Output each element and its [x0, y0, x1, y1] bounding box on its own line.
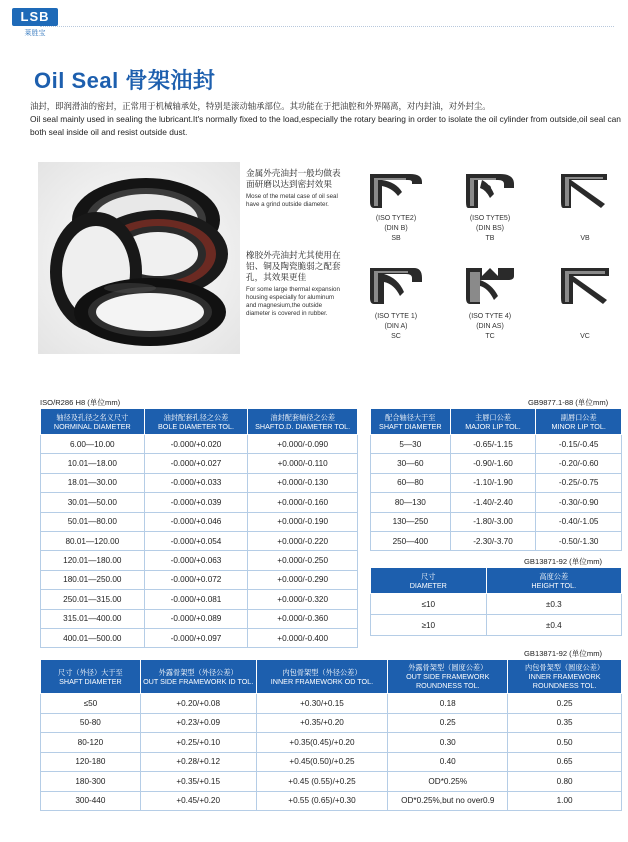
table-cell: +0.000/-0.320 — [248, 590, 358, 609]
gb9877-lip-table — [370, 408, 622, 551]
table1-caption: ISO/R286 H8 (单位mm) — [40, 398, 121, 407]
table-row — [41, 628, 358, 647]
table-cell: 180-300 — [41, 772, 141, 792]
sc-profile-icon — [366, 262, 426, 310]
table-cell: -0.000/+0.081 — [144, 590, 248, 609]
type-vc-din — [548, 322, 622, 332]
type-vb-iso — [548, 214, 622, 224]
t4-header-1: 外露骨架型（外径公差） OUT SIDE FRAMEWORK ID TOL. — [140, 660, 256, 694]
table-cell: +0.000/-0.220 — [248, 531, 358, 550]
type-sc-din: (DIN A) — [384, 323, 408, 330]
logo-mark: LSB — [12, 8, 58, 26]
table-cell: 0.50 — [508, 733, 622, 753]
table2-caption: GB9877.1-88 (单位mm) — [528, 398, 609, 407]
table-cell: 0.18 — [388, 694, 508, 714]
table-row — [41, 473, 358, 492]
table-cell: 315.01—400.00 — [41, 609, 145, 628]
table-row — [371, 594, 622, 615]
table-cell: 0.65 — [508, 752, 622, 772]
table-row — [41, 772, 622, 792]
t3-header-0: 尺寸 DIAMETER — [371, 568, 487, 594]
table-cell: +0.45/+0.20 — [140, 791, 256, 811]
t3-header-1: 高度公差 HEIGHT TOL. — [486, 568, 621, 594]
table-cell: -1.80/-3.00 — [450, 512, 536, 531]
t1-header-2: 油封配套轴径之公差 SHAFTO.D. DIAMETER TOL. — [248, 409, 358, 435]
table-row — [371, 512, 622, 531]
intro-chinese: 油封，即润滑油的密封，正常用于机械轴承处，特别是滚动轴承部位。其功能在于把油腔和外界隔离，对内封油，对外封尘。 — [30, 101, 491, 111]
table-cell: 80-120 — [41, 733, 141, 753]
table-row — [371, 493, 622, 512]
type-vb-code: VB — [580, 235, 590, 242]
type-sb-din: (DIN B) — [384, 225, 408, 232]
table-cell: +0.30/+0.15 — [256, 694, 388, 714]
table-row — [41, 791, 622, 811]
table-row — [41, 454, 358, 473]
table-cell: +0.35(0.45)/+0.20 — [256, 733, 388, 753]
table-row — [371, 615, 622, 636]
t2-header-2: 副唇口公差 MINOR LIP TOL. — [536, 409, 622, 435]
table-cell: 10.01—18.00 — [41, 454, 145, 473]
table-cell: +0.45(0.50)/+0.25 — [256, 752, 388, 772]
table-cell: -2.30/-3.70 — [450, 531, 536, 550]
type-tb-din: (DIN BS) — [476, 225, 504, 232]
table-cell: -1.10/-1.90 — [450, 473, 536, 492]
table-cell: 300-440 — [41, 791, 141, 811]
table-row — [41, 713, 622, 733]
t4-header-3: 外露骨架型（圆度公差） OUT SIDE FRAMEWORK ROUNDNESS TOL. — [388, 660, 508, 694]
table-cell: +0.000/-0.290 — [248, 570, 358, 589]
table-cell: 60—80 — [371, 473, 451, 492]
table-row — [371, 473, 622, 492]
table-cell: +0.000/-0.250 — [248, 551, 358, 570]
gb13871-height-table — [370, 567, 622, 636]
table-cell: 6.00—10.00 — [41, 435, 145, 454]
table-row — [41, 590, 358, 609]
table-cell: 180.01—250.00 — [41, 570, 145, 589]
table-cell: OD*0.25% — [388, 772, 508, 792]
table-row — [41, 493, 358, 512]
type-tb-code: TB — [485, 235, 495, 242]
table-cell: +0.28/+0.12 — [140, 752, 256, 772]
table-cell: 80—130 — [371, 493, 451, 512]
table-cell: +0.000/-0.110 — [248, 454, 358, 473]
type-tb-iso: (ISO TYTE5) — [469, 215, 511, 222]
table-row — [371, 454, 622, 473]
type-sb-code: SB — [391, 235, 401, 242]
table-cell: ±0.3 — [486, 594, 621, 615]
table-cell: 0.35 — [508, 713, 622, 733]
type-sb — [356, 168, 436, 244]
table-row — [41, 512, 358, 531]
vb-profile-icon — [555, 168, 615, 212]
table-cell: 30.01—50.00 — [41, 493, 145, 512]
table-cell: 0.30 — [388, 733, 508, 753]
tb-profile-icon — [460, 168, 520, 212]
table-cell: -0.25/-0.75 — [536, 473, 622, 492]
table-cell: 1.00 — [508, 791, 622, 811]
table-cell: -0.65/-1.15 — [450, 435, 536, 454]
table-cell: 130—250 — [371, 512, 451, 531]
iso-tolerance-table — [40, 408, 358, 648]
metal-case-description — [246, 168, 342, 209]
sb-profile-icon — [366, 168, 426, 212]
table-cell: +0.35/+0.20 — [256, 713, 388, 733]
logo-subtitle: 莱胜宝 — [24, 30, 46, 37]
table-cell: -0.000/+0.020 — [144, 435, 248, 454]
table-cell: -0.000/+0.039 — [144, 493, 248, 512]
table-cell: 30—60 — [371, 454, 451, 473]
table-cell: 0.40 — [388, 752, 508, 772]
header-divider — [40, 26, 614, 27]
t2-header-1: 主唇口公差 MAJOR LIP TOL. — [450, 409, 536, 435]
t4-header-2: 内包骨架型（外径公差） INNER FRAMEWORK OD TOL. — [256, 660, 388, 694]
t1-header-0: 轴径及孔径之名义尺寸 NORMINAL DIAMETER — [41, 409, 145, 435]
table-cell: OD*0.25%,but no over0.9 — [388, 791, 508, 811]
table-row — [41, 733, 622, 753]
table-cell: +0.55 (0.65)/+0.30 — [256, 791, 388, 811]
table-cell: 5—30 — [371, 435, 451, 454]
table-cell: 0.80 — [508, 772, 622, 792]
table-cell: 250.01—315.00 — [41, 590, 145, 609]
type-vc — [548, 262, 622, 342]
type-sb-iso: (ISO TYTE2) — [375, 215, 417, 222]
oil-seal-photo — [38, 162, 240, 354]
gb13871-framework-table — [40, 659, 622, 811]
table-row — [41, 694, 622, 714]
table-cell: +0.25/+0.10 — [140, 733, 256, 753]
table-cell: ≤50 — [41, 694, 141, 714]
table-cell: 120.01—180.00 — [41, 551, 145, 570]
table-cell: -0.000/+0.046 — [144, 512, 248, 531]
table-cell: -1.40/-2.40 — [450, 493, 536, 512]
company-logo — [12, 8, 62, 42]
tc-profile-icon — [460, 262, 520, 310]
table-cell: +0.45 (0.55)/+0.25 — [256, 772, 388, 792]
type-tb — [450, 168, 530, 244]
table-cell: +0.000/-0.090 — [248, 435, 358, 454]
table-cell: -0.000/+0.027 — [144, 454, 248, 473]
table-row — [41, 752, 622, 772]
table-row — [41, 531, 358, 550]
type-sc-code: SC — [391, 333, 401, 340]
table-cell: -0.000/+0.063 — [144, 551, 248, 570]
t4-header-0: 尺寸（外径）大于至 SHAFT DIAMETER — [41, 660, 141, 694]
table-cell: ≤10 — [371, 594, 487, 615]
type-sc-iso: (ISO TYTE 1) — [374, 313, 418, 320]
table4-caption: GB13871-92 (单位mm) — [524, 649, 603, 658]
table-cell: 50.01—80.00 — [41, 512, 145, 531]
t4-header-4: 内包骨架型（圆度公差） INNER FRAMEWORK ROUNDNESS TOL. — [508, 660, 622, 694]
table3-caption: GB13871-92 (单位mm) — [524, 557, 603, 566]
t1-header-1: 油封配套孔径之公差 BOLE DIAMETER TOL. — [144, 409, 248, 435]
vc-profile-icon — [555, 262, 615, 310]
table-cell: +0.000/-0.400 — [248, 628, 358, 647]
page-title: Oil Seal 骨架油封 — [34, 68, 216, 93]
table-cell: 0.25 — [508, 694, 622, 714]
type-vb — [548, 168, 622, 244]
table-cell: +0.35/+0.15 — [140, 772, 256, 792]
type-tc-iso: (ISO TYTE 4) — [468, 313, 512, 320]
table-row — [371, 531, 622, 550]
type-vb-din — [548, 224, 622, 234]
table-cell: -0.15/-0.45 — [536, 435, 622, 454]
table-cell: -0.30/-0.90 — [536, 493, 622, 512]
table-cell: 80.01—120.00 — [41, 531, 145, 550]
table-cell: -0.90/-1.60 — [450, 454, 536, 473]
table-row — [41, 551, 358, 570]
table-cell: -0.50/-1.30 — [536, 531, 622, 550]
table-row — [41, 609, 358, 628]
table-cell: 120-180 — [41, 752, 141, 772]
type-sc — [356, 262, 436, 342]
t2-header-0: 配合轴径大于至 SHAFT DIAMETER — [371, 409, 451, 435]
type-tc-code: TC — [485, 333, 495, 340]
table-cell: -0.000/+0.033 — [144, 473, 248, 492]
rubber-case-description — [246, 250, 342, 318]
table-cell: -0.40/-1.05 — [536, 512, 622, 531]
table-cell: -0.000/+0.089 — [144, 609, 248, 628]
intro-english: Oil seal mainly used in sealing the lubricant.It's normally fixed to the load,especially the rotary bearing in order to isolate the oil cylinder from outside,oil seal can both seal inside oil and resist outside dust. — [30, 114, 621, 137]
table-cell: -0.000/+0.072 — [144, 570, 248, 589]
table-cell: -0.20/-0.60 — [536, 454, 622, 473]
table-cell: +0.000/-0.130 — [248, 473, 358, 492]
metal-case-en: Mose of the metal case of oil seal have a grind outside diameter. — [246, 193, 338, 208]
table-cell: -0.000/+0.097 — [144, 628, 248, 647]
table-cell: +0.000/-0.190 — [248, 512, 358, 531]
table-row — [371, 435, 622, 454]
table-cell: +0.000/-0.360 — [248, 609, 358, 628]
type-tc — [450, 262, 530, 342]
table-cell: -0.000/+0.054 — [144, 531, 248, 550]
table-cell: 18.01—30.00 — [41, 473, 145, 492]
table-cell: 50-80 — [41, 713, 141, 733]
table-cell: 250—400 — [371, 531, 451, 550]
table-row — [41, 570, 358, 589]
type-vc-iso — [548, 312, 622, 322]
table-cell: 0.25 — [388, 713, 508, 733]
table-row — [41, 435, 358, 454]
rubber-case-cn: 橡胶外壳油封尤其使用在铝、铜及陶瓷脆弱之配套孔，其效果更佳 — [246, 250, 341, 282]
table-cell: ≥10 — [371, 615, 487, 636]
type-vc-code: VC — [580, 333, 590, 340]
intro-text — [30, 100, 622, 139]
rubber-case-en: For some large thermal expansion housing especially for aluminum and magnesium,the outside diameter is covered in rubber. — [246, 286, 340, 317]
table-cell: +0.23/+0.09 — [140, 713, 256, 733]
type-tc-din: (DIN AS) — [476, 323, 504, 330]
table-cell: 400.01—500.00 — [41, 628, 145, 647]
table-cell: ±0.4 — [486, 615, 621, 636]
table-cell: +0.000/-0.160 — [248, 493, 358, 512]
table-cell: +0.20/+0.08 — [140, 694, 256, 714]
metal-case-cn: 金属外壳油封一般均做表面研磨以达到密封效果 — [246, 168, 341, 189]
